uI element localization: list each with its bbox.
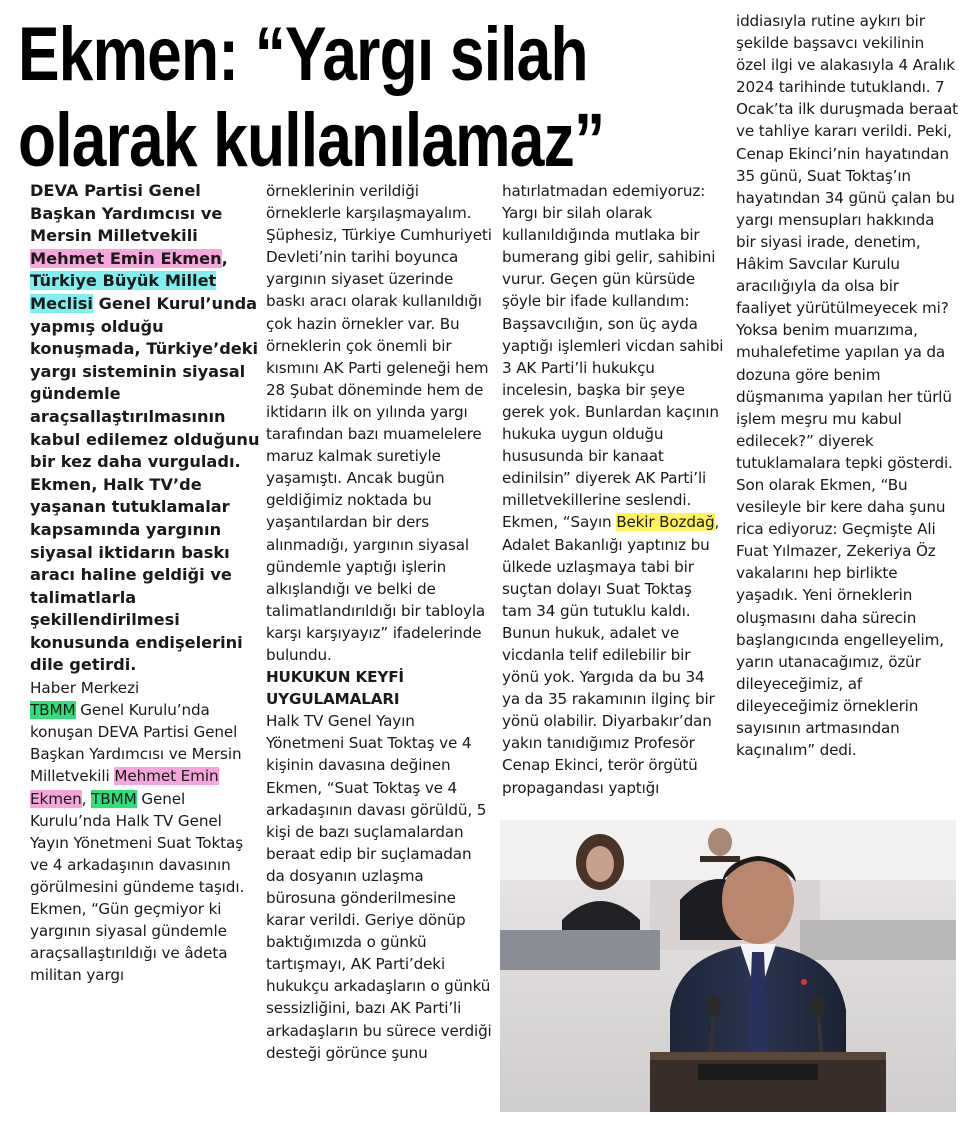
body-text: hatırlatmadan edemiyoruz: Yargı bir silah olarak kullanıldığında mutlaka bir bumerang gibi gelir, sahibini vurur. Geçen gün kürsüde şöyle bir ifade kullandım: Başsavcılığın, son üç ayda yaptığı işlemleri vicdan sahibi 3 AK Parti’li hukukçu incelesin, başka bir şeye gerek yok. Bunlardan kaçının hukuka uygun olduğu hususunda bir kanaat edinilsin” diyerek AK Parti’li milletvekillerine seslendi. Ekmen, “Sayın bbox=[502, 182, 724, 532]
headline-line-2: olarak kullanılamaz” bbox=[18, 98, 605, 183]
body-paragraph: örneklerinin verildiği örneklerle karşılaşmayalım. Şüphesiz, Türkiye Cumhuriyeti Devleti’nin tarihi boyunca yargının siyaset üzerinde baskı aracı olarak kullanıldığı çok hazin örnekler var. Bu örneklerin çok önemli bir kısmını AK Parti geleneği hem 28 Şubat döneminde hem de iktidarın ilk on yılında yargı tarafından bazı muamelelere maruz kalmak suretiyle yaşamıştı. Ancak bugün geldiğimiz noktada bu yaşantılardan bir ders alınmadığı, yargının siyasal gündemle yaptığı işlerin alkışlandığı ve belki de talimatlandırıldığı bir tabloyla karşı karşıyayız” ifadelerinde bulundu. bbox=[266, 182, 492, 664]
column-1 bbox=[30, 180, 262, 986]
highlight-name: Mehmet Emin Ekmen bbox=[30, 248, 222, 268]
lede-text: , bbox=[221, 248, 228, 268]
highlight-bozdag: Bekir Bozdağ bbox=[616, 513, 715, 532]
highlight-tbmm: TBMM bbox=[30, 701, 76, 720]
byline: Haber Merkezi bbox=[30, 679, 140, 698]
news-photo bbox=[500, 820, 956, 1112]
body-paragraph: iddiasıyla rutine aykırı bir şekilde başsavcı vekilinin özel ilgi ve alakasıyla 4 Aralık 2024 tarihinde tutuklandı. 7 Ocak’ta ilk duruşmada beraat ve tahliye kararı verildi. Peki, Cenap Ekinci’nin hayatından 35 günü, Suat Toktaş’ın hayatından 34 günü çalan bu yargı mensupları hakkında bir siyasi irade, denetim, Hâkim Savcılar Kurulu aracılığıyla da olsa bir faaliyet yürütülmeyecek mi? Yoksa benim muarızıma, muhalefetime yapılan ya da dozuna göre benim düşmanıma yapılan her türlü işlem meşru mu kabul edilecek?” diyerek tutuklamalara tepki gösterdi. Son olarak Ekmen, “Bu vesileyle bir kere daha şunu rica ediyoruz: Geçmişte Ali Fuat Yılmazer, Zekeriya Öz vakalarını hep birlikte yaşadık. Yeni örneklerin oluşmasını daha sürecin başlangıcında engelleyelim, yarın utanacağımız, özür dileyeceğimiz, af dileyeceğimiz örneklerin sayısının artmasından kaçınalım” dedi. bbox=[736, 12, 958, 760]
body-paragraph bbox=[502, 180, 724, 799]
body-paragraph bbox=[30, 699, 262, 986]
body-text: , Adalet Bakanlığı yaptınız bu ülkede uzlaşmaya tabi bir suçtan dolayı Suat Toktaş tam 34 gün tutuklu kaldı. Bunun hukuk, adalet ve vicdanla telif edilebilir bir yönü yok. Yargıda da bu 34 ya da 35 rakamının ilginç bir yönü olabilir. Diyarbakır’dan yakın tanıdığımız Profesör Cenap Ekinci, terör örgütü propagandası yaptığı bbox=[502, 513, 720, 797]
column-2 bbox=[266, 180, 492, 1064]
body-paragraph: Halk TV Genel Yayın Yönetmeni Suat Toktaş ve 4 kişinin davasına değinen Ekmen, “Suat Toktaş ve 4 arkadaşının davası görüldü, 5 kişi de bazı suçlamalardan beraat edip bir suçlamadan da dosyanın uzlaşma bürosuna gönderilmesine karar verildi. Geriye dönüp baktığımızda o günkü tartışmayı, AK Parti’deki hukukçu arkadaşların o günkü sessizliğini, bazı AK Parti’li arkadaşların bu sürece verdiği desteği görünce şunu bbox=[266, 712, 492, 1062]
column-3 bbox=[502, 180, 724, 799]
lede-paragraph bbox=[30, 180, 262, 677]
lede-text: DEVA Partisi Genel Başkan Yardımcısı ve Mersin Milletvekili bbox=[30, 181, 223, 246]
highlight-tbmm: TBMM bbox=[91, 789, 137, 808]
lede-text: Genel Kurul’unda yapmış olduğu konuşmada, Türkiye’deki yargı sisteminin siyasal gündemle araçsallaştırılmasının kabul edilemez olduğunu bir kez daha vurguladı. Ekmen, Halk TV’de yaşanan tutuklamalar kapsamında yargının siyasal iktidarın baskı aracı haline geldiği ve talimatlarla şekillendirilmesi konusunda endişelerini dile getirdi. bbox=[30, 293, 260, 675]
highlight-name: Mehmet Emin Ekmen bbox=[30, 767, 219, 808]
column-4 bbox=[736, 10, 958, 761]
parliament-speaker-photo bbox=[500, 820, 956, 1112]
headline bbox=[18, 12, 605, 184]
section-subhead: HUKUKUN KEYFİ UYGULAMALARI bbox=[266, 668, 404, 709]
body-text: , bbox=[81, 789, 92, 808]
highlight-tbmm: Türkiye Büyük Millet Meclisi bbox=[30, 271, 217, 313]
headline-line-1: Ekmen: “Yargı silah bbox=[18, 12, 588, 97]
body-text: Genel Kurulu’nda konuşan DEVA Partisi Genel Başkan Yardımcısı ve Mersin Milletvekili bbox=[30, 701, 242, 786]
body-text: Genel Kurulu’nda Halk TV Genel Yayın Yönetmeni Suat Toktaş ve 4 arkadaşının davasının görülmesini gündeme taşıdı. Ekmen, “Gün geçmiyor ki yargının siyasal gündemle araçsallaştırıldığı ve âdeta militan yargı bbox=[30, 789, 245, 985]
